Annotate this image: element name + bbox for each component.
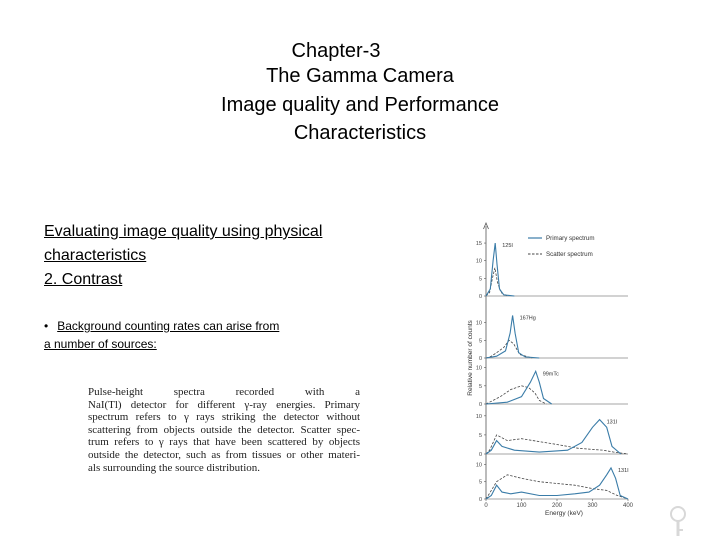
y-tick-label: 0	[478, 402, 482, 408]
legend-scatter-label: Scatter spectrum	[546, 251, 593, 258]
y-tick-label: 10	[475, 462, 482, 469]
caption-line: als surrounding the source distribution.	[88, 461, 261, 474]
scatter-spectrum-line	[486, 386, 546, 404]
caption-line: spectrum refers to γ rays striking the detector without	[88, 411, 360, 424]
bullet-text-2: a number of sources:	[44, 337, 157, 351]
y-tick-label: 10	[475, 258, 482, 265]
y-tick-label: 0	[478, 452, 482, 458]
bullet-text-1: Background counting rates can arise from	[57, 319, 280, 333]
y-tick-label: 5	[478, 479, 482, 486]
x-tick-label: 100	[516, 503, 527, 509]
primary-spectrum-line	[486, 243, 514, 296]
y-tick-label: 15	[475, 241, 482, 248]
primary-spectrum-line	[486, 316, 539, 359]
quality-title: Image quality and Performance	[221, 94, 499, 116]
isotope-label: 99mTc	[542, 371, 559, 378]
y-tick-label: 5	[478, 276, 482, 283]
characteristics-title: Characteristics	[293, 122, 427, 144]
caption-line: outside the detector, such as from tissues or other materi-	[88, 448, 360, 461]
y-tick-label: 0	[478, 497, 482, 503]
primary-spectrum-line	[486, 468, 628, 499]
scatter-spectrum-line	[486, 340, 532, 358]
corner-logo	[660, 500, 720, 540]
y-tick-label: 10	[475, 365, 482, 372]
caption-line: NaI(Tl) detector for different γ-ray energies. Primary	[88, 398, 360, 411]
subheading-line-2: characteristics	[44, 247, 147, 264]
y-tick-label: 0	[478, 356, 482, 362]
caption-line: Pulse-height spectra recorded with a	[88, 386, 360, 398]
caption-line: scattering from objects outside the detector. Scatter spec-	[88, 423, 360, 436]
y-axis-label: Relative number of counts	[467, 320, 474, 396]
isotope-label: 167Hg	[519, 315, 536, 322]
camera-title: The Gamma Camera	[266, 65, 454, 87]
figure-caption	[88, 386, 360, 474]
y-tick-label: 5	[478, 432, 482, 439]
x-tick-label: 300	[587, 503, 598, 509]
primary-spectrum-line	[486, 420, 621, 454]
bullet-marker: •	[44, 319, 49, 333]
y-tick-label: 10	[475, 320, 482, 327]
isotope-label: 131I	[606, 419, 618, 426]
bullet-line-1	[44, 317, 279, 335]
isotope-label: 125I	[502, 243, 513, 250]
y-tick-label: 5	[478, 338, 482, 345]
y-tick-label: 0	[478, 294, 482, 300]
x-axis-label: Energy (keV)	[545, 510, 583, 517]
x-tick-label: 0	[484, 503, 488, 509]
x-tick-label: 200	[551, 503, 563, 509]
y-tick-label: 10	[475, 413, 482, 420]
subheading-line-3: 2. Contrast	[44, 271, 123, 288]
pulse-height-spectra-chart	[462, 218, 642, 518]
x-tick-label: 400	[622, 503, 634, 509]
caption-line: trum refers to γ rays that have been scattered by objects	[88, 436, 360, 449]
subheading-line-1: Evaluating image quality using physical	[44, 223, 323, 240]
chapter-title: Chapter-3	[291, 40, 381, 62]
y-tick-label: 5	[478, 383, 482, 390]
legend-primary-label: Primary spectrum	[546, 235, 595, 242]
isotope-label: 131I	[617, 467, 629, 474]
